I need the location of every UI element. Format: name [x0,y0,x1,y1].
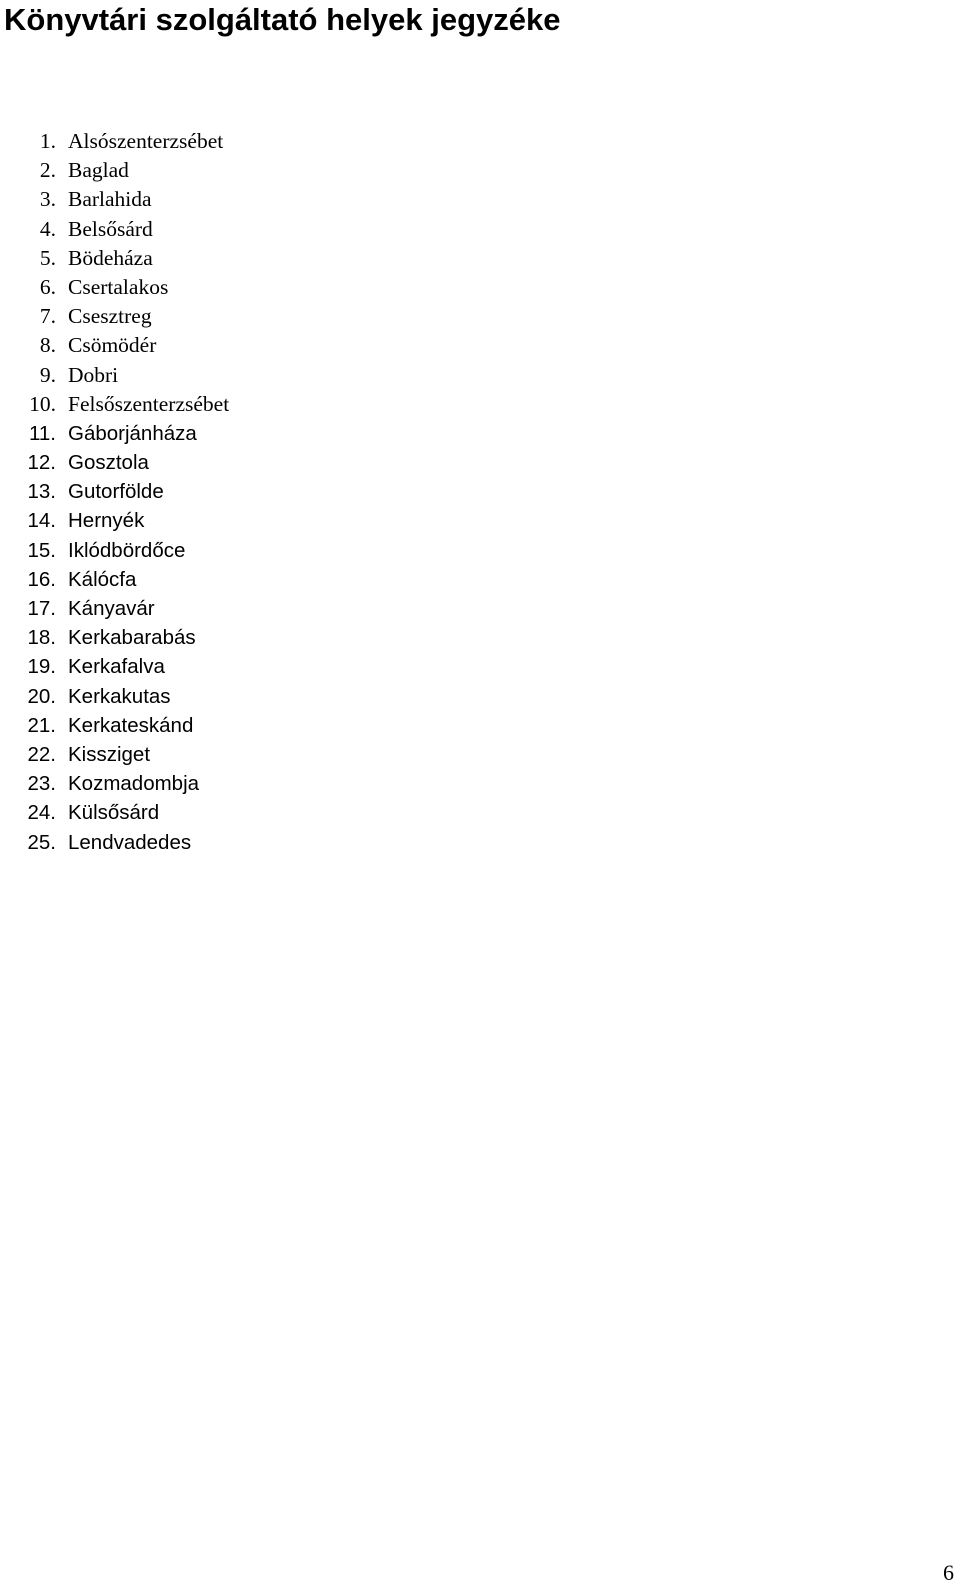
list-item-name: Kálócfa [68,567,137,591]
list-item-number: 25. [27,830,56,854]
list-item-name: Gosztola [68,451,149,475]
list-item-number: 24. [27,801,56,825]
list-item-name: Kerkabarabás [68,626,196,650]
list-item-number: 10. [29,391,56,416]
list-item-name: Külsősárd [68,801,160,825]
list-item-number: 5. [39,245,56,270]
list-item-number: 11. [29,421,56,445]
list-item-name: Gutorfölde [68,480,164,504]
page-number: 6 [943,1560,954,1585]
list-item-number: 15. [27,538,56,562]
list-item-number: 7. [39,304,56,329]
list-item-name: Lendvadedes [68,830,192,854]
list-item-number: 14. [27,509,56,533]
list-item-name: Kerkakutas [68,684,171,708]
list-item-name: Kissziget [68,742,151,766]
list-item-number: 17. [27,597,56,620]
list-item-number: 16. [27,567,56,591]
list-item-number: 12. [27,451,56,475]
list-item-number: 21. [27,713,56,737]
list-item-number: 13. [27,480,56,504]
list-item-number: 8. [39,333,56,358]
list-item-name: Kányavár [68,597,155,620]
list-item-name: Hernyék [68,509,145,533]
list-item-name: Barlahida [68,187,152,212]
list-item-name: Alsószenterzsébet [68,129,224,153]
list-item-number: 20. [27,684,56,708]
list-item-name: Kerkafalva [68,655,165,679]
list-item-name: Dobri [68,362,119,387]
list-item-name: Gáborjánháza [68,421,197,445]
list-item-name: Iklódbördőce [68,538,186,562]
list-item-number: 6. [39,274,56,299]
list-item-name: Csesztreg [68,304,152,329]
list-item-number: 18. [27,626,56,650]
list-item-name: Csömödér [68,333,157,358]
list-item-number: 19. [27,655,56,679]
list-item-number: 1. [39,129,56,153]
list-item-name: Kerkateskánd [68,713,194,737]
list-item-number: 9. [39,362,56,387]
list-item-number: 23. [27,772,56,796]
list-item-name: Felsőszenterzsébet [68,391,230,416]
list-item-number: 3. [39,187,56,212]
list-item-number: 2. [39,158,56,183]
list-item-name: Belsősárd [68,216,153,241]
list-item-name: Kozmadombja [68,772,200,796]
list-item-number: 4. [39,216,56,241]
list-item-name: Baglad [68,158,129,183]
list-item-number: 22. [27,742,56,766]
document-title: Könyvtári szolgáltató helyek jegyzéke [4,2,561,37]
list-item-name: Bödeháza [68,245,153,270]
list-item-name: Csertalakos [68,274,169,299]
